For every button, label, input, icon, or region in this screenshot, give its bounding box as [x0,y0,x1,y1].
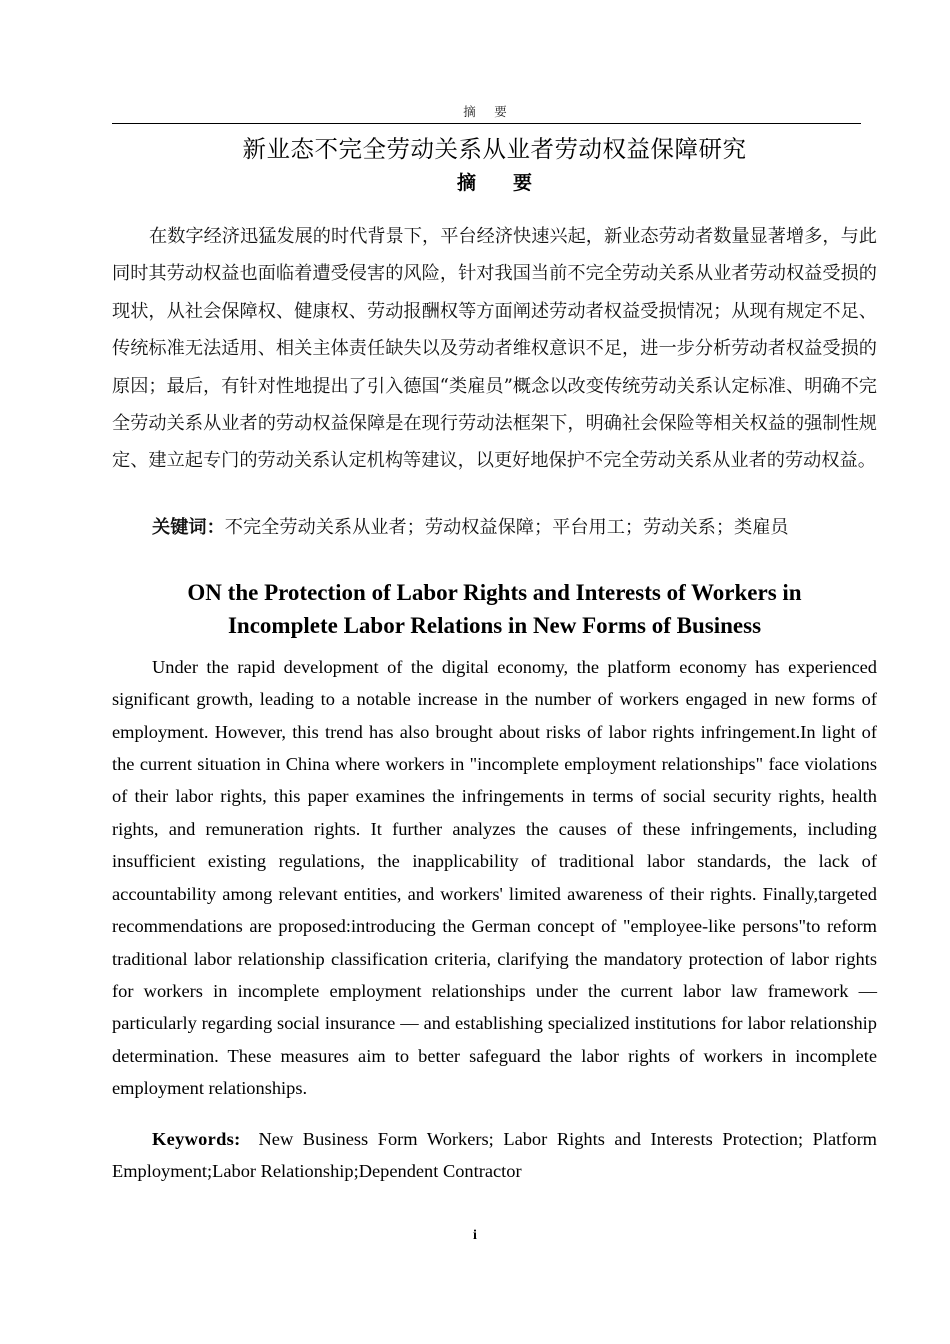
chinese-abstract-body: 在数字经济迅猛发展的时代背景下，平台经济快速兴起，新业态劳动者数量显著增多，与此同时其劳动权益也面临着遭受侵害的风险，针对我国当前不完全劳动关系从业者劳动权益受损的现状，从社会保障权、健康权、劳动报酬权等方面阐述劳动者权益受损情况；从现有规定不足、传统标准无法适用、相关主体责任缺失以及劳动者维权意识不足，进一步分析劳动者权益受损的原因；最后，有针对性地提出了引入德国“类雇员”概念以改变传统劳动关系认定标准、明确不完全劳动关系从业者的劳动权益保障是在现行劳动法框架下，明确社会保险等相关权益的强制性规定、建立起专门的劳动关系认定机构等建议，以更好地保护不完全劳动关系从业者的劳动权益。 [112,226,877,472]
running-head: 摘 要 [463,105,510,119]
chinese-abstract-heading: 摘 要 [456,172,541,194]
header-rule [112,123,861,124]
english-keywords-value: New Business Form Workers; Labor Rights and Interests Protection; Platform Employment;Labor Relationship;Dependent Contractor [112,1128,877,1182]
page-number: i [473,1228,477,1243]
chinese-keywords-line [112,511,877,545]
chinese-keywords-value: 不完全劳动关系从业者；劳动权益保障；平台用工；劳动关系；类雇员 [224,516,789,538]
english-keywords-label: Keywords: [152,1128,241,1149]
english-abstract-body: Under the rapid development of the digital economy, the platform economy has experienced significant growth, leading to a notable increase in the number of workers engaged in new forms of employment. However, this trend has also brought about risks of labor rights infringement.In light of the current situation in China where workers in "incomplete employment relationships" face violations of their labor rights, this paper examines the infringements in terms of social security rights, health rights, and remuneration rights. It further analyzes the causes of these infringements, including insufficient existing regulations, the inapplicability of traditional labor standards, the lack of accountability among relevant entities, and workers' limited awareness of their rights. Finally,targeted recommendations are proposed:introducing the German concept of "employee-like persons"to reform traditional labor relationship classification criteria, clarifying the mandatory protection of labor rights for workers in incomplete employment relationships under the current labor law framework — particularly regarding social insurance — and establishing specialized institutions for labor relationship determination. These measures aim to better safeguard the labor rights of workers in incomplete employment relationships. [112,656,877,1099]
chinese-keywords-label: 关键词： [152,516,225,538]
english-keywords-line [112,1123,877,1188]
page-header [112,104,861,124]
english-title: ON the Protection of Labor Rights and Interests of Workers in Incomplete Labor Relations in New Forms of Business [187,579,802,638]
document-content [112,132,877,1206]
chinese-title: 新业态不完全劳动关系从业者劳动权益保障研究 [242,135,747,163]
